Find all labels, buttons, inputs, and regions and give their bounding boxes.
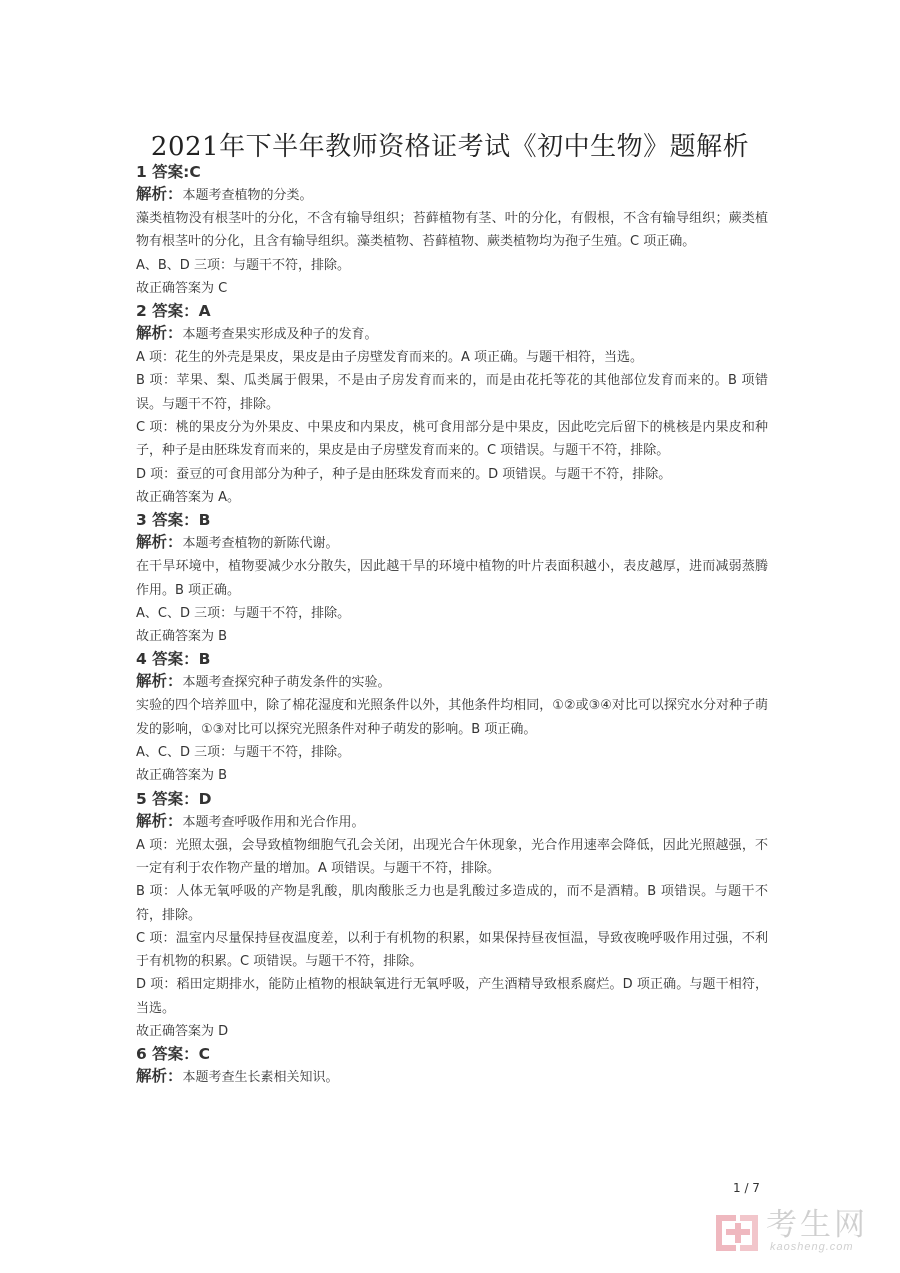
analysis-label: 解析： — [136, 185, 183, 203]
explanation-paragraph: 实验的四个培养皿中，除了棉花湿度和光照条件以外，其他条件均相同，①②或③④对比可以探究水分对种子萌发的影响，①③对比可以探究光照条件对种子萌发的影响。B 项正确。 — [136, 698, 768, 737]
analysis-label: 解析： — [136, 811, 183, 830]
watermark-name: 考生网 — [766, 1207, 868, 1243]
explanation-paragraph: 故正确答案为 C — [136, 280, 228, 296]
analysis-label: 解析： — [136, 672, 183, 691]
document-body — [136, 161, 768, 1089]
analysis-line — [136, 183, 768, 207]
explanation-paragraph: C 项：桃的果皮分为外果皮、中果皮和内果皮，桃可食用部分是中果皮，因此吃完后留下的桃核是内果皮和种子，种子是由胚珠发育而来的，果皮是由子房壁发育而来的。C 项错误。与题干不符，排除。 — [136, 420, 768, 459]
explanation-paragraph: C 项：温室内尽量保持昼夜温度差，以利于有机物的积累，如果保持昼夜恒温，导致夜晚呼吸作用过强，不利于有机物的积累。C 项错误。与题干不符，排除。 — [136, 930, 768, 970]
analysis-topic: 本题考查生长素相关知识。 — [182, 1070, 339, 1086]
analysis-line — [136, 322, 768, 346]
analysis-line — [136, 670, 768, 694]
explanation-paragraph: B 项：苹果、梨、瓜类属于假果，不是由子房发育而来的，而是由花托等花的其他部位发育而来的。B 项错误。与题干不符，排除。 — [136, 373, 768, 412]
answer-heading: 2 答案：A — [136, 302, 211, 321]
analysis-line — [136, 531, 768, 555]
explanation-paragraph: A、C、D 三项：与题干不符，排除。 — [136, 605, 351, 621]
page-number: 1 / 7 — [733, 1181, 760, 1195]
explanation-paragraph: D 项：稻田定期排水，能防止植物的根缺氧进行无氧呼吸，产生酒精导致根系腐烂。D 项正确。与题干相符，当选。 — [136, 977, 768, 1016]
analysis-topic: 本题考查果实形成及种子的发育。 — [182, 327, 378, 343]
explanation-paragraph: 故正确答案为 D — [136, 1024, 229, 1040]
explanation-paragraph: A、C、D 三项：与题干不符，排除。 — [136, 745, 351, 761]
explanation-paragraph: 藻类植物没有根茎叶的分化，不含有输导组织；苔藓植物有茎、叶的分化，有假根，不含有输导组织；蕨类植物有根茎叶的分化，且含有输导组织。藻类植物、苔藓植物、蕨类植物均为孢子生殖。C 项正确。 — [136, 211, 768, 250]
kaosheng-logo-icon — [714, 1209, 762, 1257]
explanation-paragraph: D 项：蚕豆的可食用部分为种子，种子是由胚珠发育而来的。D 项错误。与题干不符，排除。 — [136, 466, 672, 482]
explanation-paragraph: A 项：光照太强，会导致植物细胞气孔会关闭，出现光合午休现象，光合作用速率会降低，因此光照越强，不一定有利于农作物产量的增加。A 项错误。与题干不符，排除。 — [136, 837, 768, 876]
analysis-topic: 本题考查呼吸作用和光合作用。 — [182, 814, 365, 830]
watermark-url: kaosheng.com — [770, 1241, 854, 1253]
analysis-label: 解析： — [136, 533, 183, 552]
explanation-paragraph: 故正确答案为 B — [136, 768, 228, 784]
explanation-paragraph: 故正确答案为 A。 — [136, 489, 241, 505]
answer-heading: 3 答案：B — [136, 511, 211, 530]
answer-heading: 6 答案：C — [136, 1045, 211, 1064]
page-title: 2021年下半年教师资格证考试《初中生物》题解析 — [150, 132, 750, 162]
answer-heading: 1 答案:C — [136, 163, 201, 181]
analysis-line — [136, 810, 768, 834]
analysis-topic: 本题考查植物的新陈代谢。 — [182, 536, 339, 552]
analysis-line — [136, 1065, 768, 1089]
answer-heading: 4 答案：B — [136, 650, 211, 669]
analysis-label: 解析： — [136, 324, 183, 343]
explanation-paragraph: A、B、D 三项：与题干不符，排除。 — [136, 257, 350, 273]
explanation-paragraph: A 项：花生的外壳是果皮，果皮是由子房壁发育而来的。A 项正确。与题干相符，当选。 — [136, 350, 644, 366]
answer-heading: 5 答案：D — [136, 789, 212, 808]
analysis-topic: 本题考查植物的分类。 — [182, 188, 313, 203]
explanation-paragraph: 故正确答案为 B — [136, 629, 228, 645]
explanation-paragraph: B 项：人体无氧呼吸的产物是乳酸，肌肉酸胀乏力也是乳酸过多造成的，而不是酒精。B 项错误。与题干不符，排除。 — [136, 884, 768, 923]
watermark-logo — [712, 1207, 890, 1259]
analysis-label: 解析： — [136, 1067, 183, 1086]
explanation-paragraph: 在干旱环境中，植物要减少水分散失，因此越干旱的环境中植物的叶片表面积越小，表皮越厚，进而减弱蒸腾作用。B 项正确。 — [136, 559, 768, 598]
analysis-topic: 本题考查探究种子萌发条件的实验。 — [182, 675, 391, 691]
